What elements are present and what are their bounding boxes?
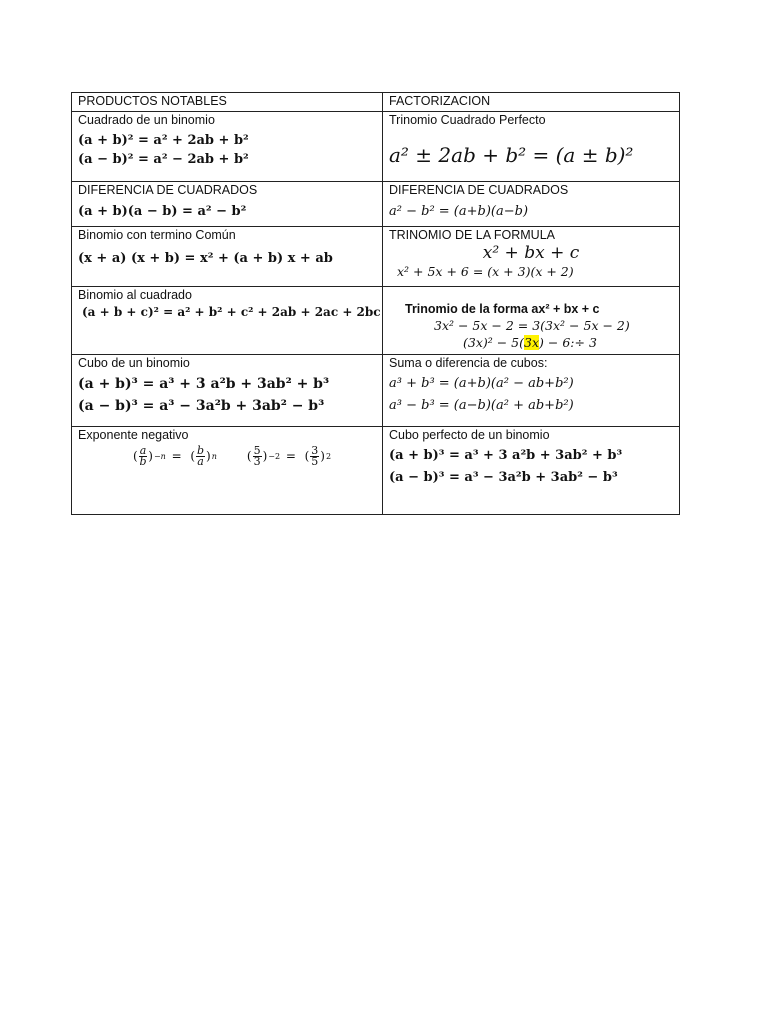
- denominator: 5: [311, 455, 319, 468]
- exponent: −2: [268, 452, 281, 461]
- formula: (a + b)³ = a³ + 3 a²b + 3ab² + b³: [78, 376, 330, 392]
- header-right-text: FACTORIZACION: [389, 94, 491, 108]
- formula: a² ± 2ab + b² = (a ± b)²: [389, 143, 634, 167]
- equals-sign: =: [285, 449, 296, 463]
- formula: (a + b)(a − b) = a² − b²: [78, 204, 247, 219]
- cell-diferencia-cuadrados-right: [383, 182, 680, 227]
- cell-label: Cubo perfecto de un binomio: [389, 428, 550, 442]
- formula-table: [71, 92, 680, 515]
- highlighted-term: 3x: [524, 335, 540, 350]
- fraction: [253, 446, 262, 467]
- numerator: a: [139, 444, 147, 457]
- exponent: 2: [325, 452, 332, 461]
- fraction-examples: [78, 446, 376, 467]
- numerator: 3: [311, 444, 319, 457]
- cell-cubo-perfecto: [383, 427, 680, 515]
- cell-label: Exponente negativo: [78, 428, 189, 442]
- formula: (x + a) (x + b) = x² + (a + b) x + ab: [78, 251, 333, 266]
- header-right: [383, 93, 680, 112]
- cell-cuadrado-binomio: [72, 112, 383, 182]
- cell-label: DIFERENCIA DE CUADRADOS: [389, 183, 569, 197]
- table-row: [72, 427, 680, 515]
- equals-sign: =: [171, 449, 182, 463]
- table-row: [72, 112, 680, 182]
- fraction-expression: ( $\frac{a}{b}$ ) −n = ( $\frac{b}{a}$ ) n: [133, 444, 217, 468]
- table-row: [72, 227, 680, 287]
- header-row: [72, 93, 680, 112]
- denominator: a: [197, 455, 204, 468]
- formula: a³ − b³ = (a−b)(a² + ab+b²): [389, 398, 574, 413]
- formula: (a − b)³ = a³ − 3a²b + 3ab² − b³: [389, 470, 618, 485]
- cell-label: Suma o diferencia de cubos:: [389, 356, 548, 370]
- exponent: n: [211, 452, 217, 461]
- cell-label: Cuadrado de un binomio: [78, 113, 215, 127]
- cell-suma-diferencia-cubos: [383, 355, 680, 427]
- formula: 3x² − 5x − 2 = 3(3x² − 5x − 2): [434, 318, 630, 333]
- table-row: [72, 182, 680, 227]
- denominator: b: [139, 455, 147, 468]
- formula: x² + bx + c: [482, 243, 580, 263]
- cell-trinomio-cuadrado-perfecto: [383, 112, 680, 182]
- cell-diferencia-cuadrados-left: [72, 182, 383, 227]
- cell-binomio-termino-comun: [72, 227, 383, 287]
- cell-exponente-negativo: [72, 427, 383, 515]
- cell-trinomio-forma-ax2: [383, 287, 680, 355]
- table-row: [72, 287, 680, 355]
- formula: a² − b² = (a+b)(a−b): [389, 204, 529, 219]
- cell-binomio-al-cuadrado: [72, 287, 383, 355]
- cell-cubo-binomio: [72, 355, 383, 427]
- fraction-expression: ( $\frac{5}{3}$ ) −2 = ( $\frac{3}{5}$ ) 2: [246, 444, 332, 468]
- denominator: 3: [253, 455, 261, 468]
- header-left: [72, 93, 383, 112]
- formula: (a − b)³ = a³ − 3a²b + 3ab² − b³: [78, 398, 325, 414]
- formula: (a + b)³ = a³ + 3 a²b + 3ab² + b³: [389, 448, 623, 463]
- fraction: [139, 446, 148, 467]
- cell-label: Binomio al cuadrado: [78, 288, 192, 302]
- fraction: [196, 446, 205, 467]
- formula-part: ) − 6:÷ 3: [539, 335, 597, 350]
- formula-part: (3x)² − 5(: [463, 335, 525, 350]
- cell-label: Trinomio Cuadrado Perfecto: [389, 113, 546, 127]
- cell-label: Binomio con termino Común: [78, 228, 236, 242]
- formula: (a + b)² = a² + 2ab + b²: [78, 133, 249, 148]
- numerator: b: [197, 444, 205, 457]
- cell-label: Trinomio de la forma ax² + bx + c: [405, 302, 600, 316]
- table-row: [72, 355, 680, 427]
- cell-label: TRINOMIO DE LA FORMULA: [389, 228, 555, 242]
- fraction: [310, 446, 319, 467]
- exponent: −n: [153, 452, 166, 461]
- cell-label: Cubo de un binomio: [78, 356, 190, 370]
- formula: (a + b + c)² = a² + b² + c² + 2ab + 2ac + 2bc: [82, 305, 381, 319]
- formula: a³ + b³ = (a+b)(a² − ab+b²): [389, 376, 574, 391]
- numerator: 5: [253, 444, 261, 457]
- formula-line: [389, 334, 673, 351]
- cell-label: DIFERENCIA DE CUADRADOS: [78, 183, 258, 197]
- cell-trinomio-formula: [383, 227, 680, 287]
- header-left-text: PRODUCTOS NOTABLES: [78, 94, 227, 108]
- formula: (a − b)² = a² − 2ab + b²: [78, 152, 249, 167]
- formula: x² + 5x + 6 = (x + 3)(x + 2): [397, 264, 574, 279]
